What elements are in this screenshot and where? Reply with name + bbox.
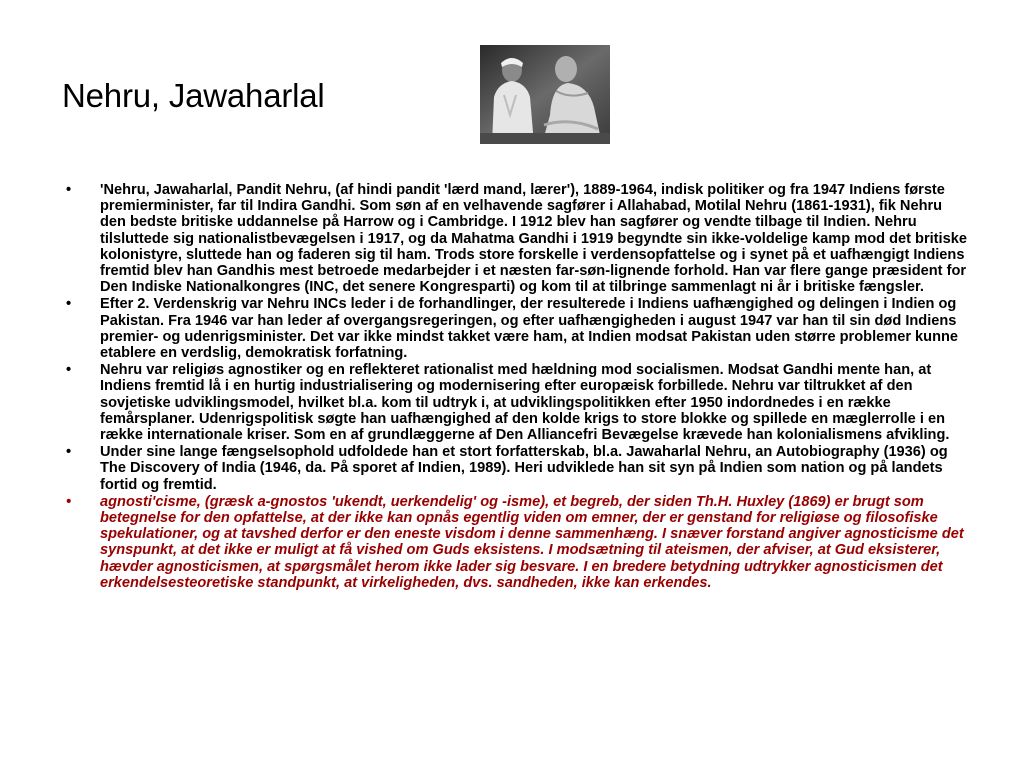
bullet-text: Under sine lange fængselsophold udfoldede han et stort forfatterskab, bl.a. Jawaharlal Nehru, an Autobiography (1936) og The Discovery of India (1946, da. På sporet af Indien, 1989). Heri udviklede han sit syn på Indien som nation og på landets fortid og fremtid.	[100, 444, 948, 493]
bullet-marker: •	[66, 182, 72, 198]
slide-title: Nehru, Jawaharlal	[62, 77, 325, 114]
bullet-marker: •	[66, 444, 72, 461]
list-item	[66, 494, 968, 591]
bullet-list	[66, 182, 968, 592]
list-item	[66, 444, 968, 493]
bullet-text: Efter 2. Verdenskrig var Nehru INCs leder i de forhandlinger, der resulterede i Indiens uafhængighed og delingen i Indien og Pakistan. Fra 1946 var han leder af overgangsregeringen, og efter uafhængigheden i august 1947 var han til sin død Indiens premier- og udenrigsminister. Det var ikke mindst takket være ham, at Indien modsat Pakistan uden større problemer kunne etablere en verdslig, demokratisk forfatning.	[100, 296, 959, 362]
bullet-marker: •	[66, 362, 72, 379]
bullet-text: Nehru var religiøs agnostiker og en reflekteret rationalist med hældning mod socialismen. Modsat Gandhi mente han, at Indiens fremtid lå i en hurtig industrialisering og modernisering efter europæisk forbillede. Nehru var tiltrukket af den sovjetiske udviklingsmodel, hvilket bl.a. kom til udtryk i, at udviklingspolitikken efter 1950 indordnedes i en række femårsplaner. Udenrigspolitisk søgte han uafhængighed af den kolde krigs to store blokke og spillede en mæglerrolle i en række internationale kriser. Som en af grundlæggerne af Den Alliancefri Bevægelse krævede han kolonialismens afvikling.	[100, 362, 950, 444]
list-item	[66, 296, 968, 361]
bullet-marker: •	[66, 493, 72, 510]
definition-note-text: agnosti'cisme, (græsk a-gnostos 'ukendt, uerkendelig' og -isme), et begreb, der siden Th.H. Huxley (1869) er brugt som betegnelse for den opfattelse, at der ikke kan opnås egentlig viden om emner, der er genstand for religiøse og filosofiske spekulationer, og at tavshed derfor er den eneste visdom i denne sammenhæng. I snæver forstand angiver agnosticisme det synspunkt, at det ikke er muligt at få vished om Guds eksistens. I modsætning til ateismen, der afviser, at Gud eksisterer, hævder agnosticismen, at spørgsmålet herom ikke lader sig besvare. I en bredere betydning udtrykker agnosticismen det erkendelsesteoretiske standpunkt, at virkeligheden, dvs. sandheden, ikke kan erkendes.	[100, 493, 964, 591]
portrait-photo-icon	[480, 45, 610, 144]
list-item	[66, 362, 968, 443]
list-item	[66, 182, 968, 295]
bullet-text: 'Nehru, Jawaharlal, Pandit Nehru, (af hindi pandit 'lærd mand, lærer'), 1889-1964, indisk politiker og fra 1947 Indiens første premierminister, far til Indira Gandhi. Som søn af en velhavende sagfører i Allahabad, Motilal Nehru (1861-1931), fik Nehru den bedste britiske uddannelse på Harrow og i Cambridge. I 1912 blev han sagfører og vendte tilbage til Indien. Nehru tilsluttede sig nationalistbevægelsen i 1917, og da Mahatma Gandhi i 1919 begyndte sin ikke-voldelige kamp mod det britiske kolonistyre, sluttede han og faderen sig til ham. Trods store forskelle i verdensopfattelse og i synet på et uafhængigt Indiens fremtid blev han Gandhis mest betroede medarbejder i et næsten far-søn-lignende forhold. Han var flere gange præsident for Den Indiske Nationalkongres (INC, det senere Kongresparti) og kom til at tilbringe sammenlagt ni år i britiske fængsler.	[100, 182, 967, 296]
bullet-marker: •	[66, 296, 72, 313]
